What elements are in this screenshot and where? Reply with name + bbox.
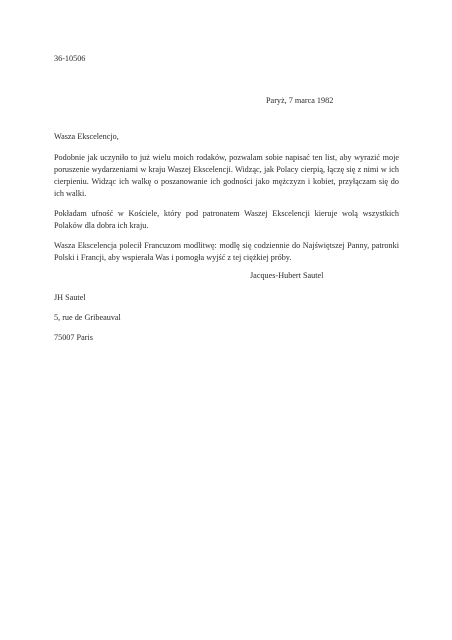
- sender-city: 75007 Paris: [54, 333, 93, 342]
- letter-paragraph: Wasza Ekscelencja polecił Francuzom modlitwę: modlę się codziennie do Najświętszej Panny, patronki Polski i Francji, aby wspierała Was i pomogła wyjść z tej ciężkiej próby.: [54, 241, 399, 262]
- letter-date: Paryż, 7 marca 1982: [266, 96, 334, 105]
- letter-paragraph: Podobnie jak uczyniło to już wielu moich rodaków, pozwalam sobie napisać ten list, aby wyrazić moje poruszenie wydarzeniami w kraju Waszej Ekscelencji. Widząc, jak Polacy cierpią, łączę się z nimi w ich cierpieniu. Widząc ich walkę o poszanowanie ich godności jako mężczyzn i kobiet, przyłączam się do ich walki.: [54, 153, 399, 198]
- letter-greeting: Wasza Ekscelencjo,: [54, 132, 119, 141]
- sender-name: JH Sautel: [54, 293, 86, 302]
- reference-number: 36-10506: [54, 54, 86, 63]
- letter-signature: Jacques-Hubert Sautel: [250, 271, 324, 280]
- sender-street: 5, rue de Gribeauval: [54, 313, 121, 322]
- letter-paragraph: Pokładam ufność w Kościele, który pod patronatem Waszej Ekscelencji kieruje wolą wszystkich Polaków dla dobra ich kraju.: [54, 209, 399, 230]
